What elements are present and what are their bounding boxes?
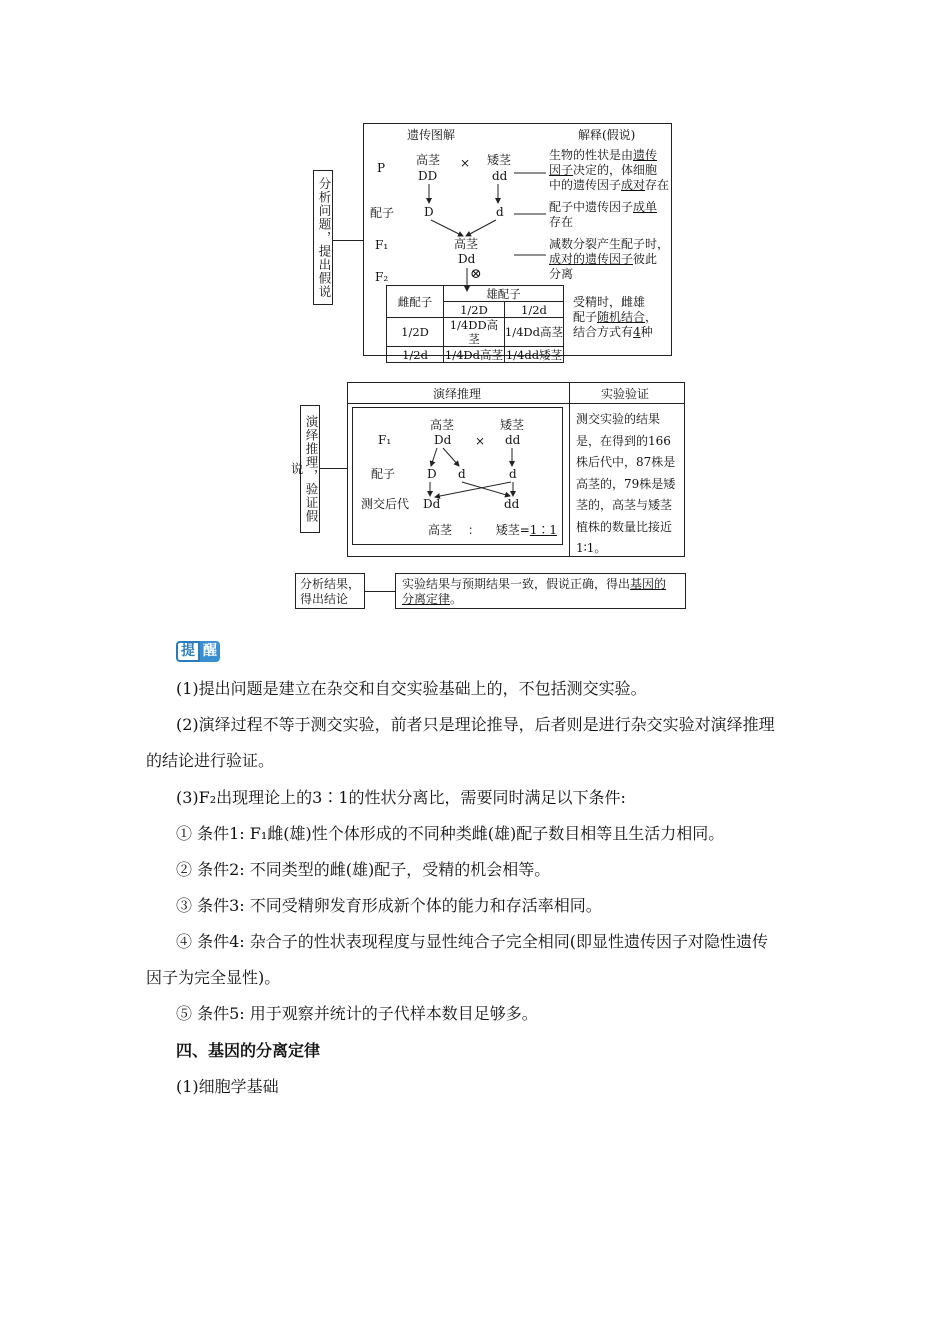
- row-label-f2: F₂: [375, 270, 389, 284]
- punnett-cell: 1/4Dd高茎: [504, 318, 563, 347]
- punnett-cell: 1/4Dd高茎: [444, 347, 503, 362]
- gamete-d: d: [496, 205, 504, 219]
- row-label-gamete: 配子: [370, 206, 395, 220]
- row-label-f1: F₁: [378, 433, 392, 447]
- section-heading: 四、基因的分离定律: [176, 1041, 321, 1060]
- diagram1-header-left: 遗传图解: [407, 128, 456, 142]
- f1-genotype: Dd: [434, 433, 452, 447]
- paragraph: 的结论进行验证。: [146, 751, 275, 770]
- testcross-ratio: 高茎 ： 矮茎=1∶1: [428, 523, 558, 537]
- tester-short-label: 矮茎: [500, 418, 525, 432]
- row-label-offspring: 测交后代: [361, 497, 410, 511]
- row-label-gamete: 配子: [371, 467, 396, 481]
- sub-heading: (1)细胞学基础: [176, 1077, 279, 1096]
- diagram2-header-right: 实验验证: [601, 387, 650, 401]
- cross-symbol: ×: [475, 434, 486, 448]
- paragraph: ① 条件1: F₁雌(雄)性个体形成的不同种类雌(雄)配子数目相等且生活力相同。: [176, 824, 725, 843]
- parent-short-label: 矮茎: [487, 153, 512, 167]
- row-label-p: P: [377, 161, 386, 175]
- verification-text: 测交实验的结果 是，在得到的166 株后代中，87株是 高茎的，79株是矮 茎的，高茎与矮茎 植株的数量比接近 1∶1。: [576, 412, 676, 555]
- diagram1-side-label: 分析问题，提出假说: [313, 170, 333, 305]
- offspring-dd: dd: [504, 497, 520, 511]
- paragraph: ⑤ 条件5: 用于观察并统计的子代样本数目足够多。: [176, 1004, 538, 1023]
- tip-badge-left: 提: [176, 641, 200, 662]
- gamete-d-tester: d: [509, 467, 517, 481]
- explanation-4: 受精时，雌雄 配子随机结合， 结合方式有4种: [573, 295, 658, 339]
- parent-short-genotype: dd: [492, 169, 508, 183]
- tester-genotype: dd: [505, 433, 521, 447]
- cross-symbol: ×: [460, 156, 471, 170]
- paragraph: ③ 条件3: 不同受精卵发育形成新个体的能力和存活率相同。: [176, 896, 602, 915]
- diagram1-header-right: 解释(假说): [578, 128, 636, 142]
- explanation-1: 生物的性状是由遗传 因子决定的，体细胞 中的遗传因子成对存在: [549, 148, 670, 192]
- explanation-3: 减数分裂产生配子时， 成对的遗传因子彼此 分离: [549, 237, 670, 281]
- f1-tall-label: 高茎: [430, 418, 455, 432]
- paragraph: 因子为完全显性)。: [146, 968, 281, 987]
- tip-badge-right: 醒: [200, 641, 220, 662]
- paragraph: (1)提出问题是建立在杂交和自交实验基础上的，不包括测交实验。: [176, 679, 647, 698]
- f1-tall-label: 高茎: [454, 237, 479, 251]
- paragraph: ④ 条件4: 杂合子的性状表现程度与显性纯合子完全相同(即显性遗传因子对隐性遗传: [176, 932, 768, 951]
- paragraph: (2)演绎过程不等于测交实验，前者只是理论推导，后者则是进行杂交实验对演绎推理: [176, 715, 775, 734]
- diagram2-side-label: 演绎推理，验证假说: [300, 405, 320, 533]
- tip-badge: [176, 641, 220, 662]
- paragraph: (3)F₂出现理论上的3∶1的性状分离比，需要同时满足以下条件:: [176, 788, 626, 807]
- explanation-2: 配子中遗传因子成单 存在: [549, 200, 658, 229]
- punnett-row-header: 1/2d: [387, 347, 444, 363]
- punnett-male-header: 雄配子: [444, 286, 564, 302]
- selfing-symbol: ⊗: [470, 266, 482, 282]
- punnett-cell: 1/4dd矮茎: [505, 347, 563, 362]
- paragraph: ② 条件2: 不同类型的雌(雄)配子，受精的机会相等。: [176, 860, 551, 879]
- punnett-col-header: 1/2d: [504, 302, 563, 318]
- parent-tall-genotype: DD: [418, 169, 438, 183]
- punnett-col-header: 1/2D: [444, 302, 505, 318]
- parent-tall-label: 高茎: [416, 153, 441, 167]
- gamete-D: D: [427, 467, 437, 481]
- conclusion-text-box: 实验结果与预期结果一致，假说正确，得出基因的 分离定律。: [395, 573, 686, 609]
- punnett-row-header: 1/2D: [387, 318, 444, 347]
- conclusion-label-box: 分析结果， 得出结论: [295, 573, 365, 609]
- offspring-Dd: Dd: [423, 497, 441, 511]
- punnett-cell: 1/4DD高茎: [444, 318, 505, 347]
- row-label-f1: F₁: [375, 238, 389, 252]
- punnett-table: [386, 285, 564, 363]
- punnett-corner: 雌配子: [387, 286, 444, 318]
- gamete-D: D: [424, 205, 434, 219]
- f1-genotype: Dd: [458, 252, 476, 266]
- diagram2-header-left: 演绎推理: [433, 387, 482, 401]
- gamete-d: d: [458, 467, 466, 481]
